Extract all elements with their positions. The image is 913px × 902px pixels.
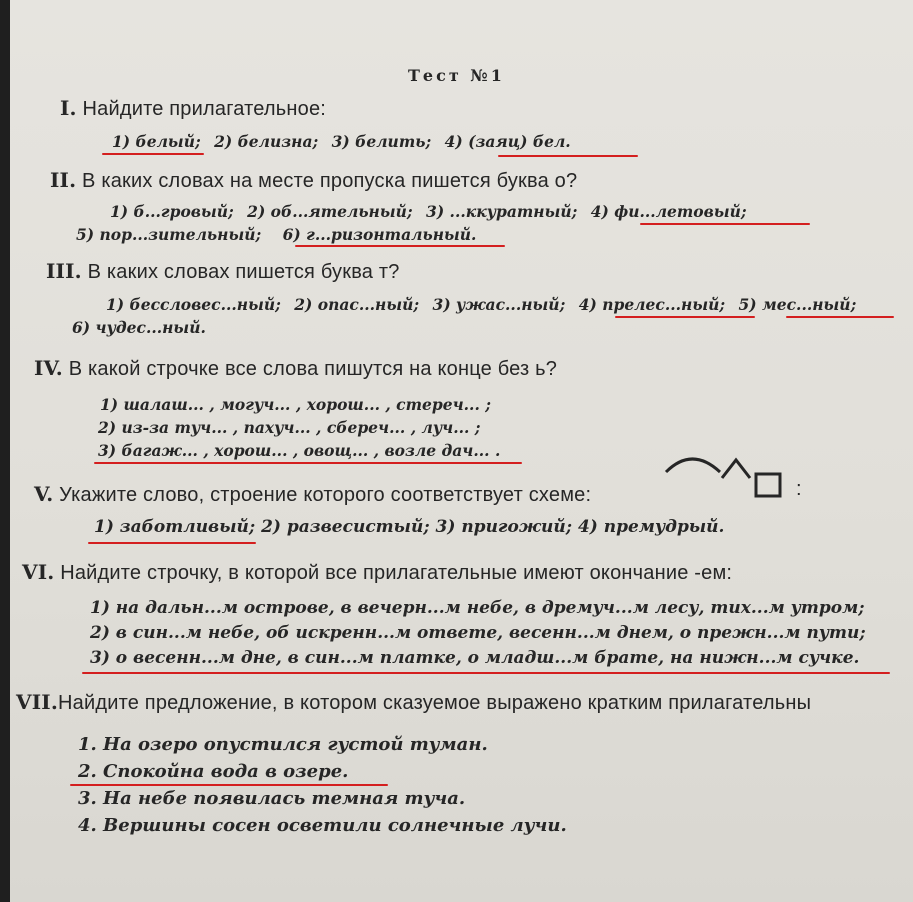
question-2 <box>50 168 577 193</box>
red-underline <box>94 462 522 464</box>
question-7-option-1 <box>78 734 488 755</box>
option: 4) (заяц) бел. <box>444 132 571 151</box>
question-number: II. <box>50 168 77 192</box>
option: 6) чудес...ный. <box>72 318 206 337</box>
question-text: В каких словах пишется буква т? <box>87 261 400 283</box>
option: 3) белить; <box>331 132 432 151</box>
test-sheet <box>10 0 913 902</box>
question-3 <box>46 259 400 284</box>
red-underline <box>786 316 894 318</box>
word-scheme-diagram <box>662 454 812 504</box>
option: 1) на дальн...м острове, в вечерн...м небе, в дремуч...м лесу, тих...м утром; <box>90 598 865 618</box>
option: 3) ...ккуратный; <box>426 202 578 221</box>
option: 2) из-за туч... , пахуч... , сбереч... , луч... ; <box>98 418 481 437</box>
option: 2) об...ятельный; <box>247 202 413 221</box>
option: 3) пригожий; <box>435 517 573 537</box>
red-underline <box>295 245 505 247</box>
question-6-option-1 <box>90 598 865 618</box>
option: 4. Вершины сосен осветили солнечные лучи. <box>78 815 567 836</box>
option: 1. На озеро опустился густой туман. <box>78 734 488 755</box>
red-underline <box>102 153 204 155</box>
question-7-option-2 <box>78 761 348 782</box>
test-title: Тест №1 <box>408 66 505 85</box>
question-1-options <box>112 132 571 151</box>
red-underline <box>88 542 256 544</box>
question-5-options <box>94 517 724 537</box>
option: 2) белизна; <box>214 132 319 151</box>
question-5 <box>34 482 591 507</box>
question-number: VII. <box>16 690 58 714</box>
question-7-option-3 <box>78 788 465 809</box>
question-4 <box>34 356 557 381</box>
question-text: Найдите предложение, в котором сказуемое выражено кратким прилагательны <box>58 692 812 714</box>
option: 5) пор...зительный; <box>76 225 262 244</box>
question-4-option-2 <box>98 418 481 437</box>
question-text: В каких словах на месте пропуска пишется буква о? <box>82 170 578 192</box>
option: 2) развесистый; <box>261 517 430 537</box>
red-underline <box>70 784 388 786</box>
option: 1) белый; <box>112 132 201 151</box>
question-6-option-2 <box>90 623 866 643</box>
question-4-option-1 <box>100 395 491 414</box>
option: 4) прелес...ный; <box>578 295 726 314</box>
option: 1) б...гровый; <box>110 202 234 221</box>
option: 3) багаж... , хорош... , овощ... , возле дач... . <box>98 441 501 460</box>
question-number: VI. <box>22 560 55 584</box>
question-7-option-4 <box>78 815 567 836</box>
option: 4) премудрый. <box>577 517 725 537</box>
question-text: Найдите строчку, в которой все прилагательные имеют окончание -ем: <box>60 562 733 584</box>
option: 1) шалаш... , могуч... , хорош... , стереч... ; <box>100 395 491 414</box>
question-2-options-row-1 <box>110 202 747 221</box>
option: 3) о весенн...м дне, в син...м платке, о младш...м брате, на нижн...м сучке. <box>90 648 860 668</box>
red-underline <box>82 672 890 674</box>
question-1 <box>60 96 326 121</box>
question-number: III. <box>46 259 82 283</box>
question-6-option-3 <box>90 648 859 668</box>
option: 6) г...ризонтальный. <box>282 225 477 244</box>
option: 3) ужас...ный; <box>432 295 566 314</box>
option: 4) фи...летовый; <box>590 202 747 221</box>
option: 2) опас...ный; <box>294 295 420 314</box>
red-underline <box>615 316 755 318</box>
question-text: В какой строчке все слова пишутся на конце без ь? <box>68 358 558 380</box>
question-text: Найдите прилагательное: <box>82 98 327 120</box>
option: 5) мес...ный; <box>738 295 857 314</box>
question-3-options-row-1 <box>106 295 856 314</box>
option: 1) заботливый; <box>94 517 256 537</box>
question-3-options-row-2 <box>72 318 206 337</box>
option: 2. Спокойна вода в озере. <box>78 761 349 782</box>
question-number: IV. <box>34 356 63 380</box>
option: 1) бессловес...ный; <box>106 295 281 314</box>
question-number: V. <box>34 482 54 506</box>
red-underline <box>640 223 810 225</box>
question-6 <box>22 560 732 585</box>
question-text: Укажите слово, строение которого соответствует схеме: <box>59 484 592 506</box>
scheme-colon: : <box>796 478 802 500</box>
question-7 <box>16 690 811 715</box>
question-number: I. <box>60 96 77 120</box>
red-underline <box>498 155 638 157</box>
question-2-options-row-2 <box>76 225 476 244</box>
option: 3. На небе появилась темная туча. <box>78 788 466 809</box>
question-4-option-3 <box>98 441 500 460</box>
option: 2) в син...м небе, об искренн...м ответе, весенн...м днем, о прежн...м пути; <box>90 623 866 643</box>
